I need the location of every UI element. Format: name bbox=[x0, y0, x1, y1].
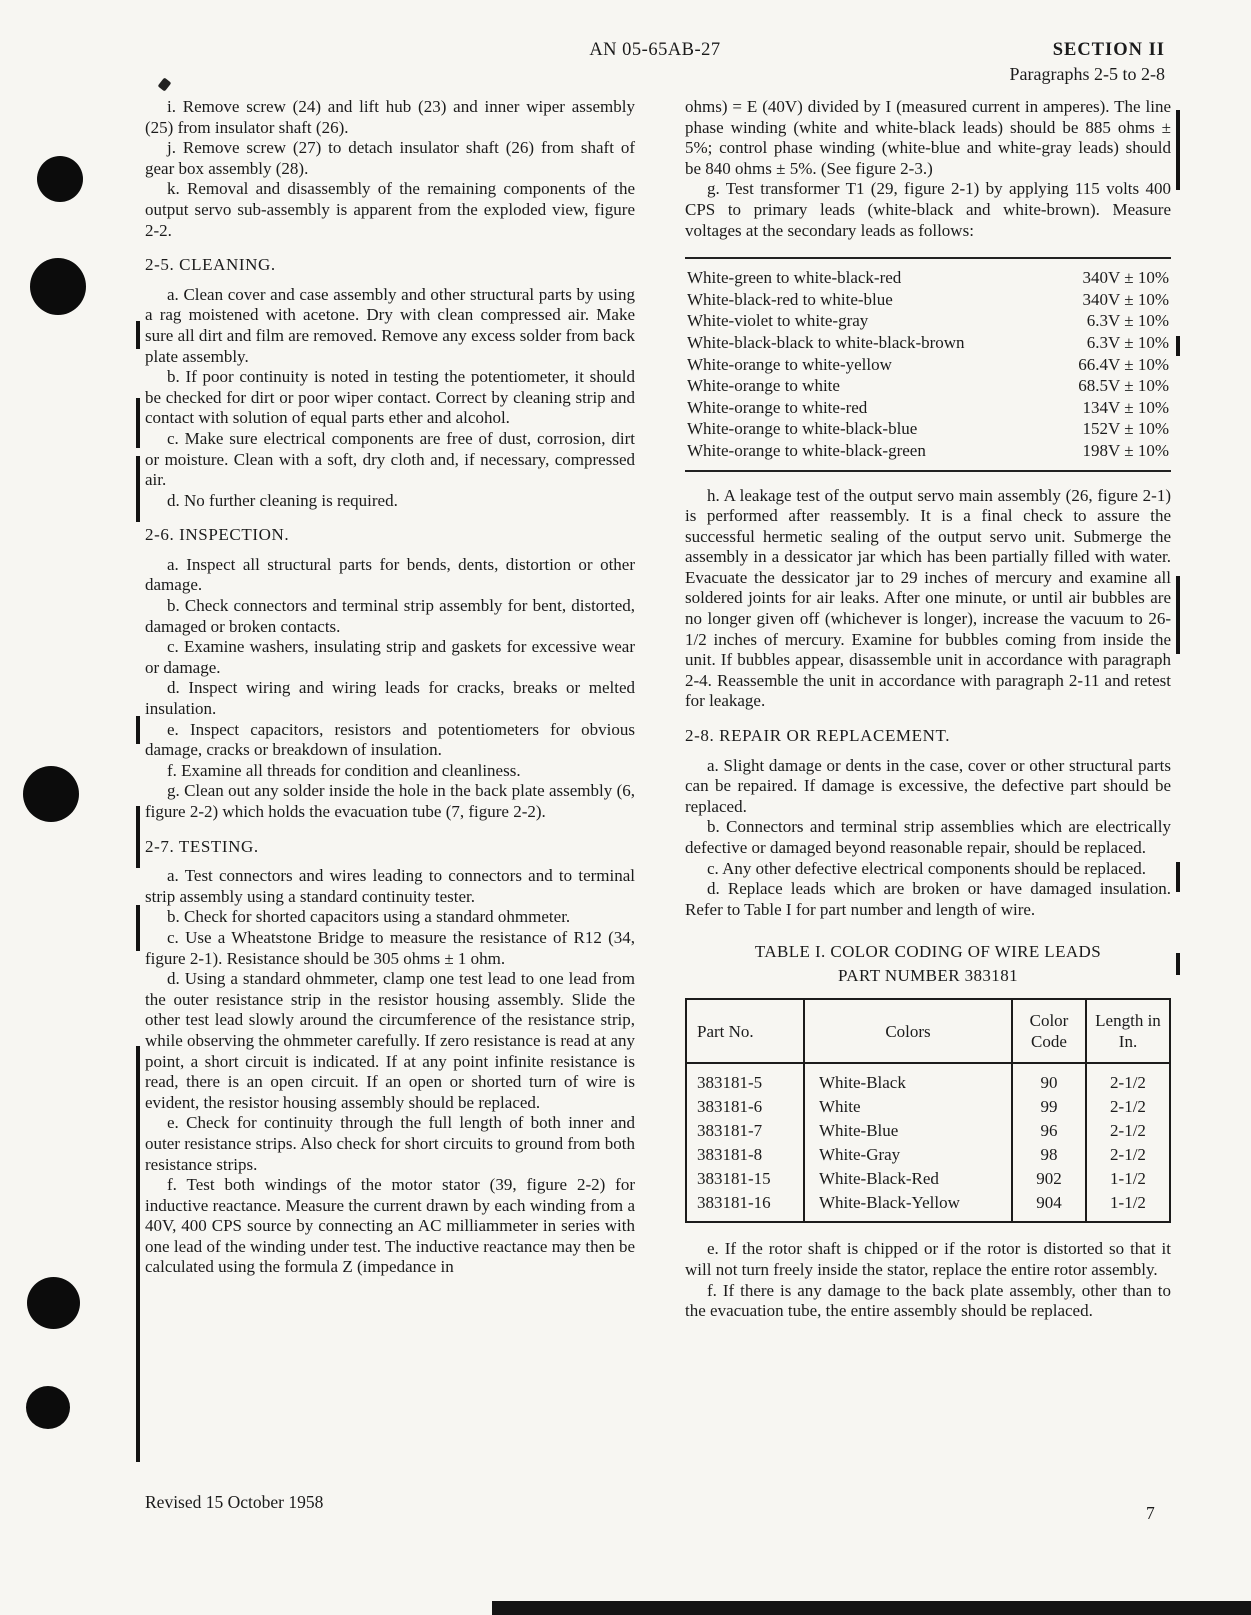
para-2-7-d: d. Using a standard ohmmeter, clamp one test lead to one lead from the outer resistance strip in the resistor housing assembly. Slide the other test lead slowly around the circumference of the resistance strip, while observing the ohmmeter carefully. If zero resistance is read at any point, a short circuit is indicated. If at any point infinite resistance is read, there is an open circuit. If an open or shorted turn of wire is evident, the resistor housing assembly should be replaced. bbox=[145, 969, 635, 1112]
table1-title: TABLE I. COLOR CODING OF WIRE LEADS bbox=[754, 942, 1102, 962]
para-2-7-g: g. Test transformer T1 (29, figure 2-1) by applying 115 volts 400 CPS to primary leads (white-black and white-brown). Measure voltages at the secondary leads as follows: bbox=[685, 179, 1171, 240]
voltage-pair: White-black-red to white-blue bbox=[687, 289, 893, 309]
cell-length: 1-1/2 bbox=[1086, 1191, 1170, 1223]
para-j: j. Remove screw (27) to detach insulator shaft (26) from shaft of gear box assembly (28). bbox=[145, 138, 635, 178]
change-bar bbox=[1176, 110, 1180, 190]
change-bar bbox=[136, 905, 140, 951]
cell-part-no: 383181-7 bbox=[697, 1121, 763, 1141]
voltage-pair: White-orange to white-yellow bbox=[687, 354, 892, 374]
para-2-8-f: f. If there is any damage to the back plate assembly, other than to the evacuation tube, the entire assembly should be replaced. bbox=[685, 1280, 1171, 1321]
paragraph-range: Paragraphs 2-5 to 2-8 bbox=[1009, 64, 1165, 84]
voltage-value: 6.3V ± 10% bbox=[1086, 311, 1169, 331]
cell-length: 2-1/2 bbox=[1086, 1119, 1170, 1143]
voltage-row bbox=[687, 332, 1169, 354]
voltage-row bbox=[687, 310, 1169, 332]
para-2-5-b: b. If poor continuity is noted in testing the potentiometer, it should be checked for dirt or poor wiper contact. Correct by cleaning strip and contact with solution of equal parts ether and alcohol. bbox=[145, 367, 635, 428]
scan-artifact bbox=[158, 77, 172, 91]
voltage-value: 340V ± 10% bbox=[1082, 268, 1169, 288]
voltage-row bbox=[687, 354, 1169, 376]
binder-hole bbox=[23, 766, 79, 822]
voltage-value: 68.5V ± 10% bbox=[1078, 376, 1169, 396]
table-row bbox=[686, 1063, 1170, 1095]
heading-2-7-testing: 2-7. TESTING. bbox=[145, 836, 259, 856]
para-2-6-g: g. Clean out any solder inside the hole in the back plate assembly (6, figure 2-2) which holds the evacuation tube (7, figure 2-2). bbox=[145, 781, 635, 821]
para-2-6-a: a. Inspect all structural parts for bends, dents, distortion or other damage. bbox=[145, 554, 635, 595]
voltage-row bbox=[687, 289, 1169, 311]
cell-part-no: 383181-15 bbox=[697, 1169, 771, 1189]
voltage-row bbox=[687, 267, 1169, 289]
para-2-6-f: f. Examine all threads for condition and cleanliness. bbox=[167, 760, 521, 780]
voltage-row bbox=[687, 397, 1169, 419]
secondary-voltage-list bbox=[685, 257, 1171, 471]
change-bar bbox=[136, 806, 140, 868]
para-2-8-d: d. Replace leads which are broken or have damaged insulation. Refer to Table I for part number and length of wire. bbox=[685, 879, 1171, 919]
cell-part-no: 383181-5 bbox=[697, 1073, 763, 1093]
para-2-7-h: h. A leakage test of the output servo main assembly (26, figure 2-1) is performed after reassembly. It is a final check to assure the successful hermetic sealing of the output servo unit. Submerge the assembly in a dessicator jar which has been partially filled with water. Evacuate the dessicator jar to 29 inches of mercury and examine all soldered joints for air leaks. After one minute, or until air bubbles are no longer given off (whichever is longer), increase the vacuum to 26-1/2 inches of mercury. Examine for bubbles coming from inside the unit. If bubbles appear, disassemble unit in accordance with paragraph 2-4. Reassemble the unit in accordance with paragraph 2-11 and retest for leakage. bbox=[685, 485, 1171, 711]
voltage-pair: White-orange to white bbox=[687, 376, 840, 396]
cell-length: 1-1/2 bbox=[1086, 1167, 1170, 1191]
table1-subtitle: PART NUMBER 383181 bbox=[838, 966, 1018, 986]
para-2-6-d: d. Inspect wiring and wiring leads for cracks, breaks or melted insulation. bbox=[145, 678, 635, 719]
header-right bbox=[765, 40, 1165, 85]
para-2-6-b: b. Check connectors and terminal strip assembly for bent, distorted, damaged or broken contacts. bbox=[145, 596, 635, 636]
page-number: 7 bbox=[1146, 1503, 1155, 1523]
doc-number: AN 05-65AB-27 bbox=[589, 40, 721, 60]
cell-code: 904 bbox=[1012, 1191, 1086, 1223]
cell-length: 2-1/2 bbox=[1086, 1063, 1170, 1095]
binder-hole bbox=[30, 258, 86, 315]
change-bar bbox=[1176, 576, 1180, 654]
cell-colors: White-Black-Red bbox=[804, 1167, 1012, 1191]
voltage-pair: White-black-black to white-black-brown bbox=[687, 332, 965, 352]
table-row bbox=[686, 1095, 1170, 1119]
para-2-5-d: d. No further cleaning is required. bbox=[167, 490, 398, 510]
change-bar bbox=[1176, 862, 1180, 892]
cell-length: 2-1/2 bbox=[1086, 1143, 1170, 1167]
para-i: i. Remove screw (24) and lift hub (23) and inner wiper assembly (25) from insulator shaft (26). bbox=[145, 97, 635, 137]
voltage-value: 6.3V ± 10% bbox=[1086, 332, 1169, 352]
para-k: k. Removal and disassembly of the remaining components of the output servo sub-assembly is apparent from the exploded view, figure 2-2. bbox=[145, 179, 635, 240]
cell-colors: White bbox=[804, 1095, 1012, 1119]
change-bar bbox=[136, 321, 140, 349]
table-row bbox=[686, 1167, 1170, 1191]
change-bar bbox=[1176, 336, 1180, 356]
change-bar bbox=[136, 1046, 140, 1462]
cell-colors: White-Black-Yellow bbox=[804, 1191, 1012, 1223]
para-2-7-f: f. Test both windings of the motor stator (39, figure 2-2) for inductive reactance. Measure the current drawn by each winding from a 40V, 400 CPS source by connecting an AC milliammeter in series with one lead of the winding under test. The inductive reactance may then be calculated using the formula Z (impedance in bbox=[145, 1175, 635, 1277]
table-row bbox=[686, 1119, 1170, 1143]
right-column bbox=[685, 97, 1171, 1322]
cell-code: 98 bbox=[1012, 1143, 1086, 1167]
binder-hole bbox=[37, 156, 83, 202]
para-2-8-b: b. Connectors and terminal strip assemblies which are electrically defective or damaged beyond reasonable repair, should be replaced. bbox=[685, 817, 1171, 857]
cell-code: 96 bbox=[1012, 1119, 1086, 1143]
cell-length: 2-1/2 bbox=[1086, 1095, 1170, 1119]
heading-2-5-cleaning: 2-5. CLEANING. bbox=[145, 255, 276, 275]
heading-2-8-repair: 2-8. REPAIR OR REPLACEMENT. bbox=[685, 726, 951, 746]
para-2-7-b: b. Check for shorted capacitors using a standard ohmmeter. bbox=[167, 907, 571, 927]
col-header-color-code: Color Code bbox=[1012, 999, 1086, 1064]
voltage-value: 66.4V ± 10% bbox=[1078, 354, 1169, 374]
cell-colors: White-Gray bbox=[804, 1143, 1012, 1167]
voltage-pair: White-violet to white-gray bbox=[687, 311, 869, 331]
para-2-8-a: a. Slight damage or dents in the case, cover or other structural parts can be repaired. If damage is excessive, the defective part should be replaced. bbox=[685, 755, 1171, 816]
col-header-colors: Colors bbox=[804, 999, 1012, 1064]
cell-code: 90 bbox=[1012, 1063, 1086, 1095]
para-2-7-c: c. Use a Wheatstone Bridge to measure the resistance of R12 (34, figure 2-1). Resistance should be 305 ohms ± 1 ohm. bbox=[145, 927, 635, 968]
heading-2-6-inspection: 2-6. INSPECTION. bbox=[145, 525, 290, 545]
para-2-5-a: a. Clean cover and case assembly and other structural parts by using a rag moistened with acetone. Dry with clean compressed air. Make sure all dirt and film are removed. Remove any excess solder from back plate assembly. bbox=[145, 284, 635, 366]
scan-artifact bbox=[492, 1601, 1251, 1615]
para-2-7-f-continuation: ohms) = E (40V) divided by I (measured current in amperes). The line phase winding (white and white-black leads) should be 885 ohms ± 5%; control phase winding (white-blue and white-gray leads) should be 840 ohms ± 5%. (See figure 2-3.) bbox=[685, 97, 1171, 178]
para-2-8-c: c. Any other defective electrical components should be replaced. bbox=[707, 858, 1146, 878]
voltage-row bbox=[687, 375, 1169, 397]
change-bar bbox=[136, 716, 140, 744]
cell-colors: White-Black bbox=[804, 1063, 1012, 1095]
binder-hole bbox=[27, 1277, 80, 1329]
change-bar bbox=[136, 398, 140, 448]
voltage-value: 152V ± 10% bbox=[1082, 419, 1169, 439]
voltage-value: 134V ± 10% bbox=[1082, 397, 1169, 417]
voltage-value: 198V ± 10% bbox=[1082, 440, 1169, 460]
voltage-row bbox=[687, 418, 1169, 440]
left-column bbox=[145, 97, 635, 1278]
table-row bbox=[686, 1143, 1170, 1167]
para-2-8-e: e. If the rotor shaft is chipped or if the rotor is distorted so that it will not turn freely inside the stator, replace the entire rotor assembly. bbox=[685, 1239, 1171, 1280]
para-2-6-c: c. Examine washers, insulating strip and gaskets for excessive wear or damage. bbox=[145, 637, 635, 677]
change-bar bbox=[136, 456, 140, 522]
voltage-pair: White-orange to white-red bbox=[687, 397, 868, 417]
table-header-row bbox=[686, 999, 1170, 1064]
cell-code: 99 bbox=[1012, 1095, 1086, 1119]
cell-colors: White-Blue bbox=[804, 1119, 1012, 1143]
col-header-part-no: Part No. bbox=[697, 1021, 754, 1041]
voltage-pair: White-orange to white-black-green bbox=[687, 440, 926, 460]
para-2-7-e: e. Check for continuity through the full length of both inner and outer resistance strips. Also check for short circuits to ground from both resistance strips. bbox=[145, 1113, 635, 1174]
table-row bbox=[686, 1191, 1170, 1223]
cell-part-no: 383181-8 bbox=[697, 1145, 763, 1165]
revision-note: Revised 15 October 1958 bbox=[145, 1492, 324, 1512]
section-label: SECTION II bbox=[1052, 40, 1165, 60]
para-2-5-c: c. Make sure electrical components are free of dust, corrosion, dirt or moisture. Clean with a soft, dry cloth and, if necessary, compressed air. bbox=[145, 428, 635, 490]
cell-part-no: 383181-16 bbox=[697, 1193, 771, 1213]
para-2-6-e: e. Inspect capacitors, resistors and potentiometers for obvious damage, cracks or breakdown of insulation. bbox=[145, 719, 635, 760]
para-2-7-a: a. Test connectors and wires leading to connectors and to terminal strip assembly using a standard continuity tester. bbox=[145, 866, 635, 906]
table1-title-block bbox=[685, 940, 1171, 988]
voltage-value: 340V ± 10% bbox=[1082, 289, 1169, 309]
cell-part-no: 383181-6 bbox=[697, 1097, 763, 1117]
binder-hole bbox=[26, 1386, 70, 1429]
voltage-pair: White-orange to white-black-blue bbox=[687, 419, 918, 439]
change-bar bbox=[1176, 953, 1180, 975]
wire-leads-table bbox=[685, 998, 1171, 1224]
cell-code: 902 bbox=[1012, 1167, 1086, 1191]
voltage-row bbox=[687, 440, 1169, 462]
voltage-pair: White-green to white-black-red bbox=[687, 268, 902, 288]
col-header-length: Length in In. bbox=[1086, 999, 1170, 1064]
